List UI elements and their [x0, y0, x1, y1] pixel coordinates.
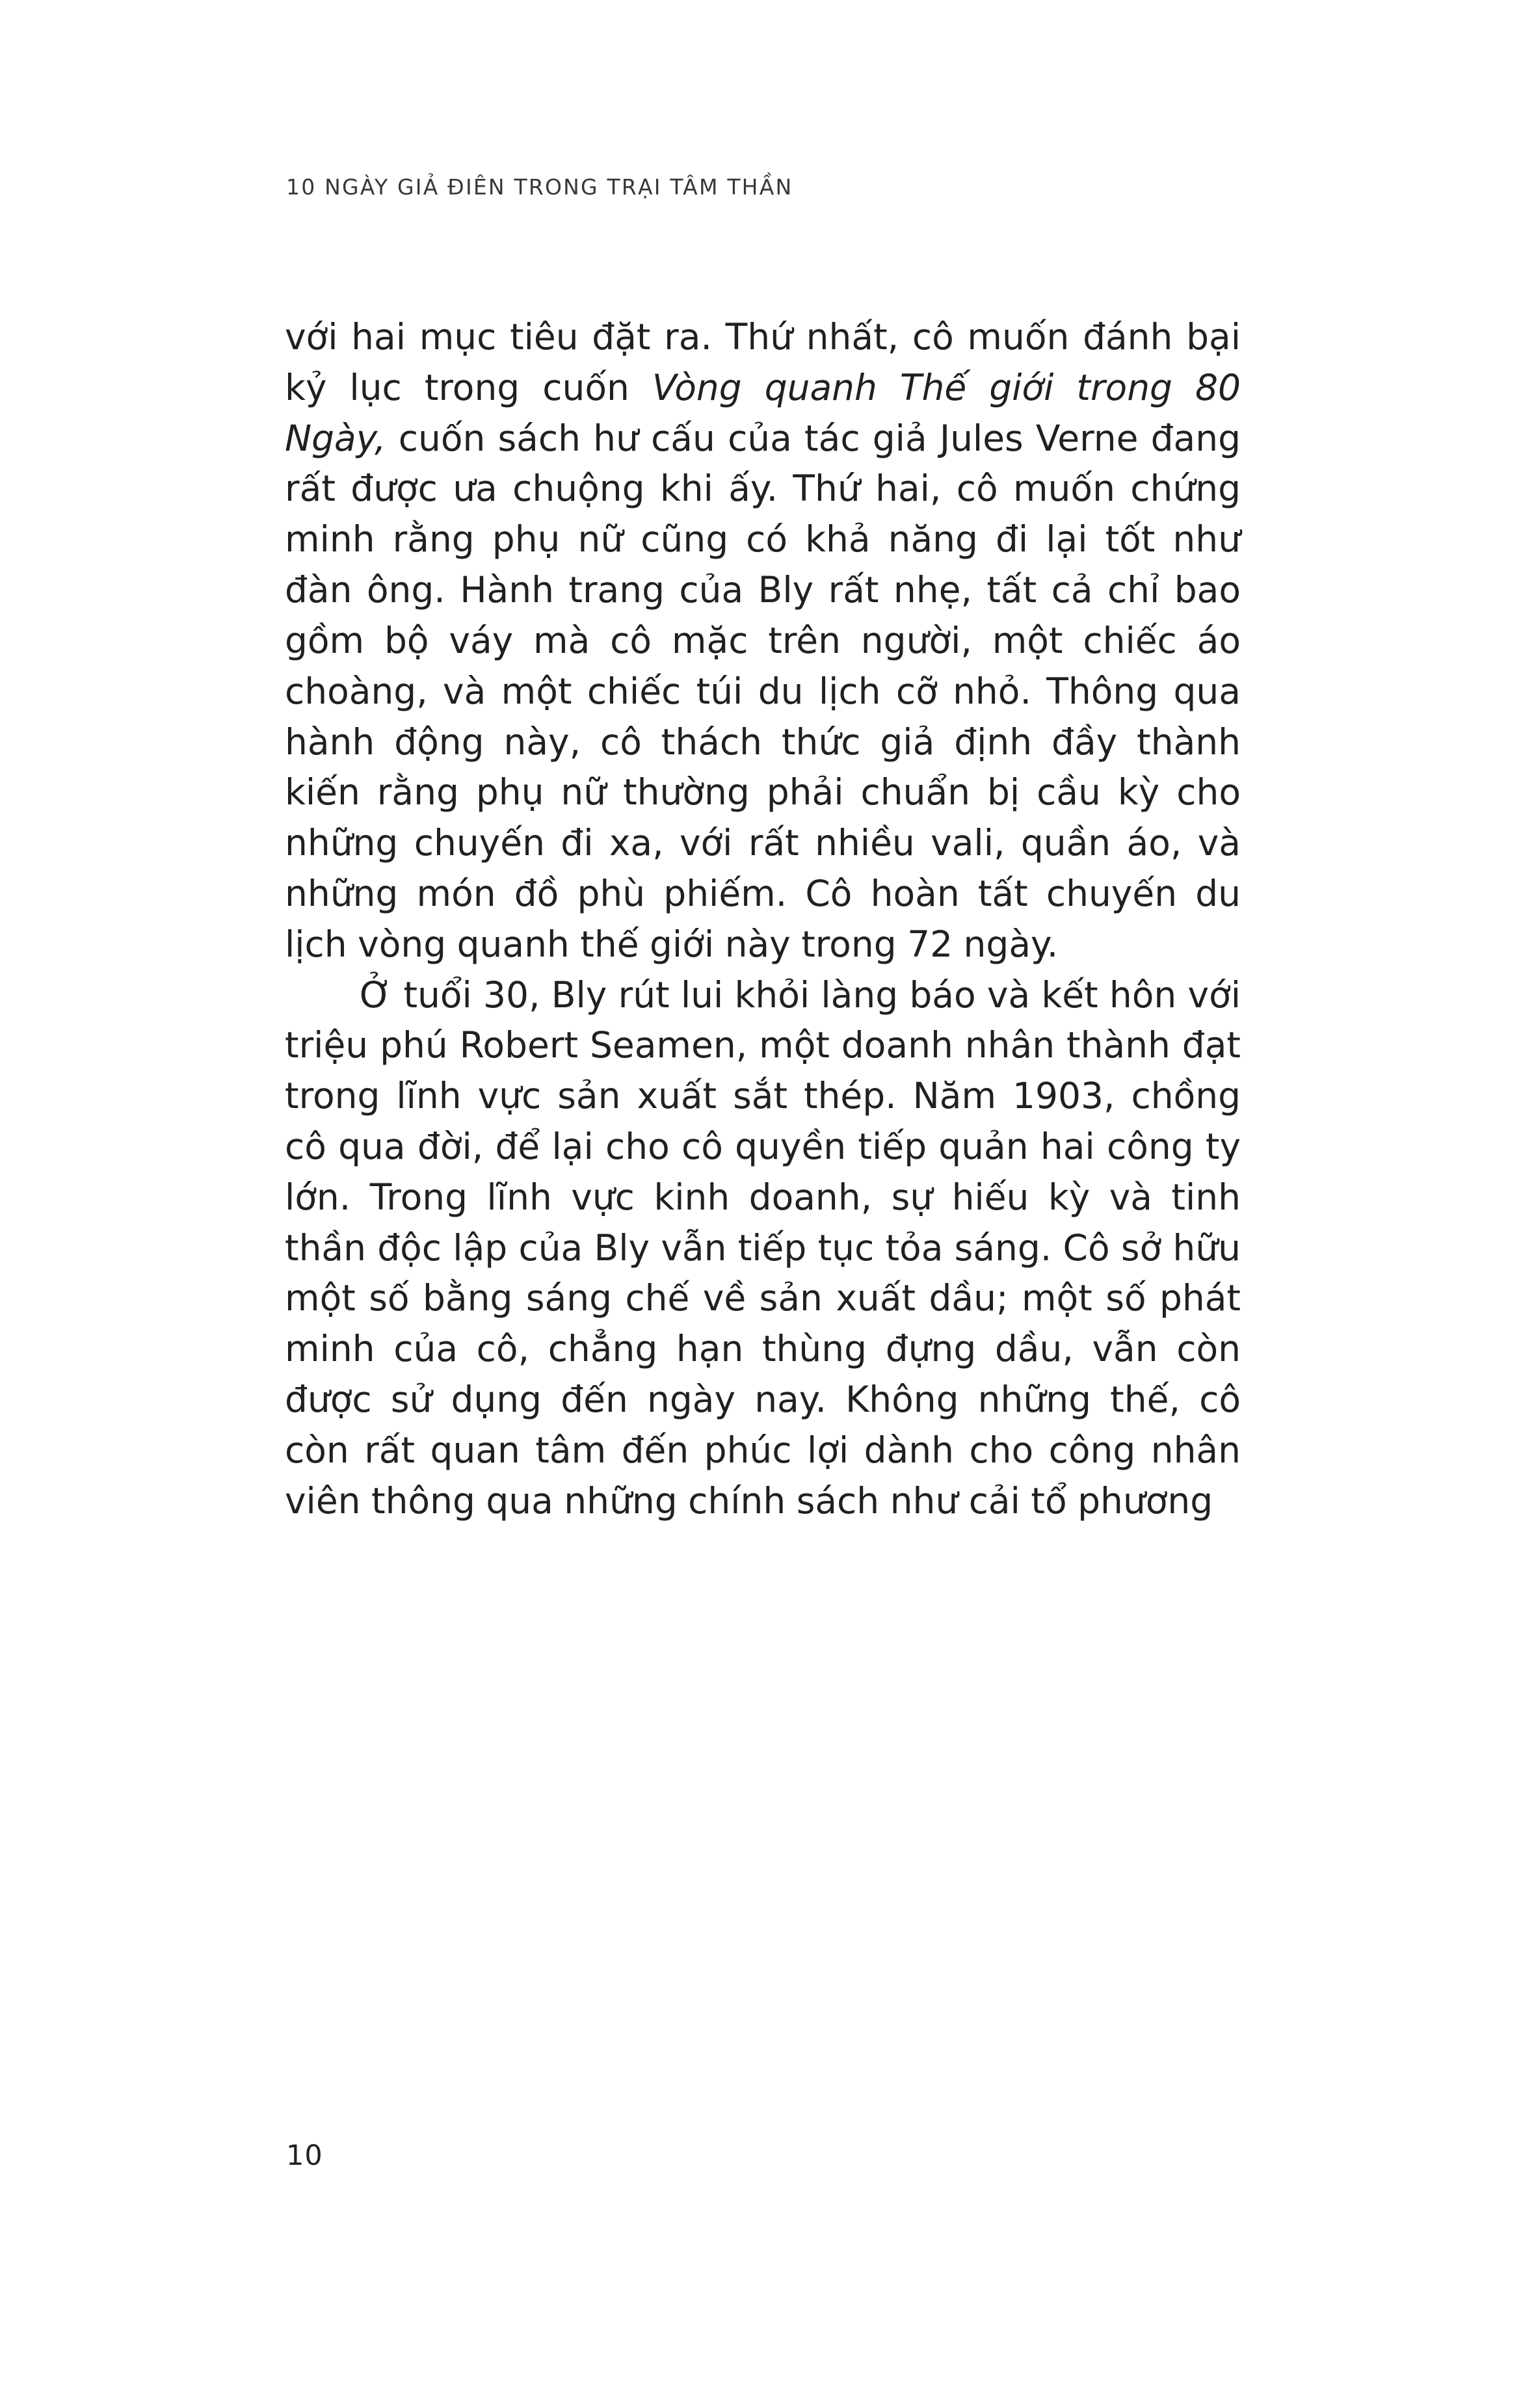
paragraph-1-segment-1: với hai mục tiêu đặt ra. Thứ nhất, cô muốn đánh bại kỷ lục trong cuốn	[285, 316, 1241, 408]
paragraph-1	[285, 312, 1241, 970]
body-text-column	[285, 312, 1241, 1527]
page-number: 10	[286, 2139, 323, 2172]
paragraph-2	[285, 970, 1241, 1527]
paragraph-2-segment-1: Ở tuổi 30, Bly rút lui khỏi làng báo và kết hôn với triệu phú Robert Seamen, một doanh nhân thành đạt trong lĩnh vực sản xuất sắt thép. Năm 1903, chồng cô qua đời, để lại cho cô quyền tiếp quản hai công ty lớn. Trong lĩnh vực kinh doanh, sự hiếu kỳ và tinh thần độc lập của Bly vẫn tiếp tục tỏa sáng. Cô sở hữu một số bằng sáng chế về sản xuất dầu; một số phát minh của cô, chẳng hạn thùng đựng dầu, vẫn còn được sử dụng đến ngày nay. Không những thế, cô còn rất quan tâm đến phúc lợi dành cho công nhân viên thông qua những chính sách như cải tổ phương	[285, 973, 1241, 1522]
paragraph-1-book-title: Vòng quanh Thế giới trong 80 Ngày,	[285, 366, 1241, 459]
paragraph-1-segment-3: cuốn sách hư cấu của tác giả Jules Verne đang rất được ưa chuộng khi ấy. Thứ hai, cô muốn chứng minh rằng phụ nữ cũng có khả năng đi lại tốt như đàn ông. Hành trang của Bly rất nhẹ, tất cả chỉ bao gồm bộ váy mà cô mặc trên người, một chiếc áo choàng, và một chiếc túi du lịch cỡ nhỏ. Thông qua hành động này, cô thách thức giả định đầy thành kiến rằng phụ nữ thường phải chuẩn bị cầu kỳ cho những chuyến đi xa, với rất nhiều vali, quần áo, và những món đồ phù phiếm. Cô hoàn tất chuyến du lịch vòng quanh thế giới này trong 72 ngày.	[285, 417, 1241, 965]
running-head: 10 NGÀY GIẢ ĐIÊN TRONG TRẠI TÂM THẦN	[286, 174, 793, 200]
